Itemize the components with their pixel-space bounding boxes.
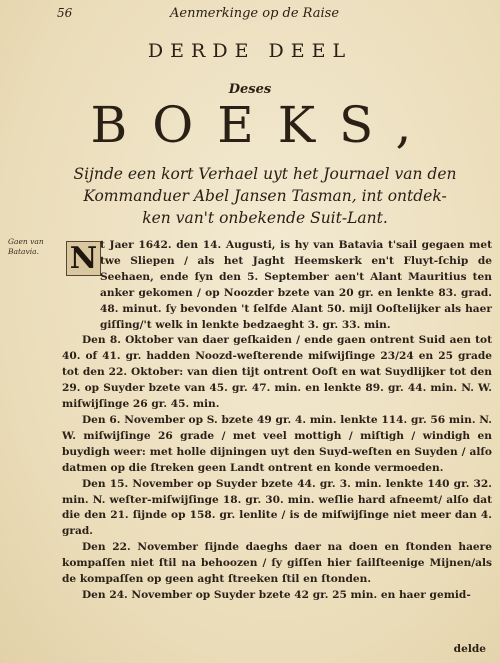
paragraph: t Jaer 1642. den 14. Augusti, is hy van Batavia t'sail gegaen met twe Sliepen / als het Jaght Heemskerk en't Fluyt-ſchip de Seehaen, ende ſyn den 5. September aen't Alant Mauritius ten anker gekomen / op Noozder bzete van 20 gr. en lenkte 83. grad. 48. minut. ſy bevonden 't ſelfde Alant 50. mijl Ooſtelijker als haer giſſing/'t welk in lenkte bedzaeght 3. gr. 33. min. xyxy=(100,239,492,331)
decorated-initial: N xyxy=(66,241,101,276)
subtitle-line: Sijnde een kort Verhael uyt het Journael van den xyxy=(73,165,457,183)
paragraph: Den 22. November ſijnde daeghs daer na doen en ſtonden haere kompaſſen niet ſtil na behoozen / ſy giſſen hier ſailſteenige Mijnen/als de kompaſſen op geen aght ſtreeken ſtil en ſtonden. xyxy=(62,541,492,586)
chapter-subtitle xyxy=(30,163,500,229)
subtitle-line: ken van't onbekende Suit-Lant. xyxy=(142,209,388,227)
page-header xyxy=(0,6,500,26)
page-number: 56 xyxy=(57,6,73,20)
part-heading: DERDE DEEL xyxy=(147,40,353,62)
subtitle-line: Kommanduer Abel Jansen Tasman, int ontdek- xyxy=(83,187,447,205)
body-text xyxy=(62,238,492,604)
catchword: delde xyxy=(453,643,486,655)
paragraph: Den 8. Oktober van daer geſkaiden / ende gaen ontrent Suid aen tot 40. of 41. gr. hadden Noozd-weſterende miſwijſinge 23/24 en 25 grade tot den 22. Oktober: van dien tijt ontrent Ooſt en wat Suydlijker tot den 29. op Suyder bzete van 45. gr. 47. min. en lenkte 89. gr. 44. min. N. W. miſwijſinge 26 gr. 45. min. xyxy=(62,334,492,411)
running-title: Aenmerkinge op de Raise xyxy=(170,6,340,21)
boeks-heading: BOEKS, xyxy=(90,96,436,154)
margin-note: Gaen van Batavia. xyxy=(8,237,44,256)
paragraph: Den 6. November op S. bzete 49 gr. 4. min. lenkte 114. gr. 56 min. N. W. miſwijſinge 26 grade / met veel mottigh / miſtigh / windigh en buydigh weer: met holle dijningen uyt den Suyd-weſten en Suyden / alſo datmen op die ſtreken geen Landt ontrent en konde vermoeden. xyxy=(62,413,492,474)
paragraph: Den 15. November op Suyder bzete 44. gr. 3. min. lenkte 140 gr. 32. min. N. weſter-miſwijſinge 18. gr. 30. min. weſlie hard afneemt/ alſo dat die den 21. ſijnde op 158. gr. lenlite / is de miſwijſinge niet meer dan 4. grad. xyxy=(62,477,492,538)
paragraph: Den 24. November op Suyder bzete 42 gr. 25 min. en haer gemid- xyxy=(82,588,471,601)
deses-heading: Deses xyxy=(228,82,272,97)
